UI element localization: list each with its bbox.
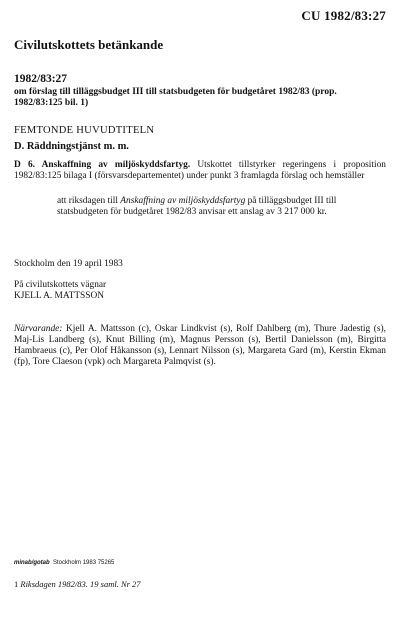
footer-page-number: 1	[14, 579, 21, 589]
date-line: Stockholm den 19 april 1983	[14, 259, 123, 269]
report-subject: om förslag till tilläggsbudget III till statsbudgeten för budgetåret 1982/83 (prop. 1982/83:125 bil. 1)	[14, 87, 337, 108]
proposal-appropriation: Anskaffning av miljöskyddsfartyg	[120, 196, 246, 206]
printer-details: Stockholm 1983 75265	[53, 560, 115, 566]
report-title: Civilutskottets betänkande	[14, 37, 164, 52]
present-list: Kjell A. Mattsson (c), Oskar Lindkvist (s), Rolf Dahlberg (m), Thure Jadestig (s), Maj-Lis Landberg (s), Knut Billing (m), Magnus Persson (s), Bertil Danielsson (m), Birgitta Hambraeus (c), Per Olof Håkansson (s), Lennart Nilsson (s), Margareta Gard (m), Kerstin Ekman (fp), Tore Claeson (vpk) och Margareta Palmqvist (s).	[14, 324, 386, 367]
report-reference: 1982/83:27	[14, 73, 68, 85]
item-paragraph	[14, 160, 386, 182]
signature-block	[14, 280, 106, 302]
printer-name: minab/gotab	[14, 560, 50, 566]
main-heading: FEMTONDE HUVUDTITELN	[14, 125, 155, 136]
item-lead: D 6. Anskaffning av miljöskyddsfartyg.	[14, 160, 191, 170]
behalf-line: På civilutskottets vägnar	[14, 280, 107, 290]
printer-imprint	[14, 560, 114, 566]
document-number: CU 1982/83:27	[301, 8, 386, 23]
present-members	[14, 324, 386, 368]
proposal-prefix: att riksdagen till	[57, 196, 121, 206]
signatory-name: KJELL A. MATTSSON	[14, 291, 105, 301]
proposal-suffix: på tilläggsbudget III till statsbudgeten för budgetåret 1982/83 anvisar ett anslag av 3 217 000 kr.	[57, 196, 337, 217]
footer-source: Riksdagen 1982/83. 19 saml. Nr 27	[20, 579, 141, 589]
item-text: Utskottet tillstyrker regeringens i proposition 1982/83:125 bilaga I (försvarsdepartementet) under punkt 3 framlagda förslag och hemställer	[14, 160, 386, 181]
page-footer	[14, 579, 141, 589]
proposal-paragraph	[57, 196, 387, 218]
present-label: Närvarande:	[14, 324, 63, 334]
section-heading: D. Räddningstjänst m. m.	[14, 141, 129, 152]
